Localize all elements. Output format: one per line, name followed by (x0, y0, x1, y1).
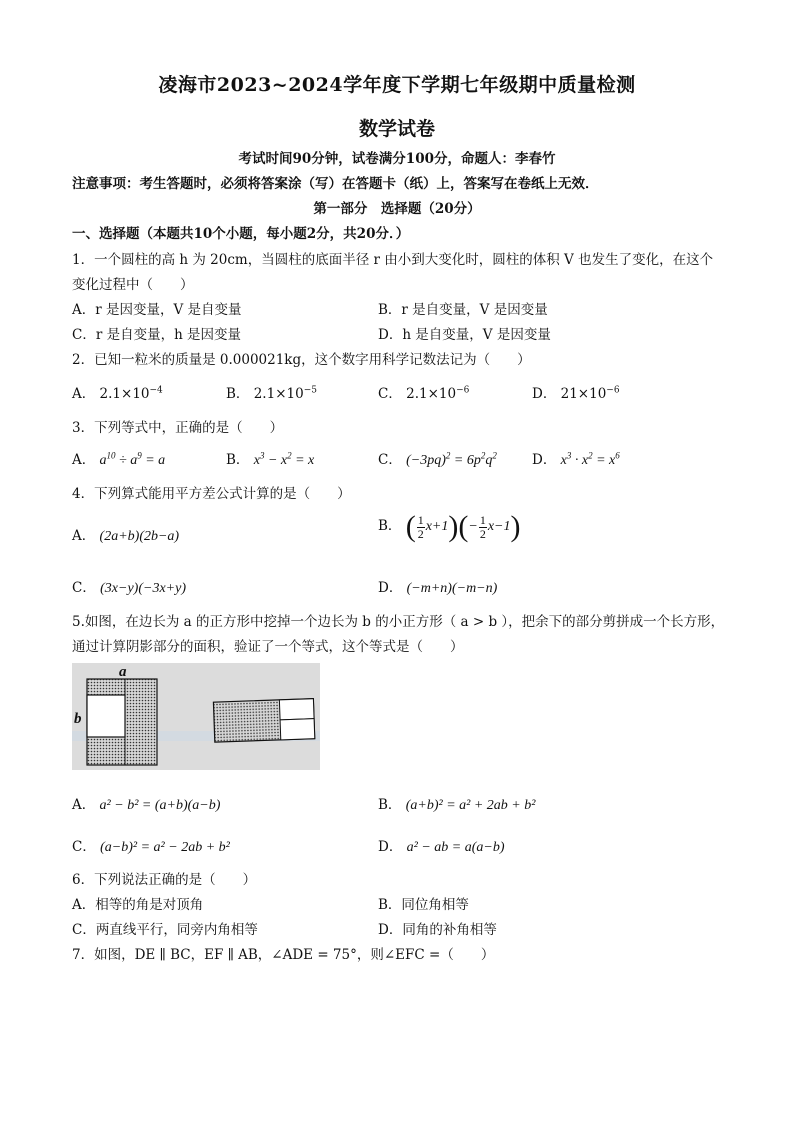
option-value: (−m+n)(−m−n) (406, 581, 498, 596)
q3-stem: 3．下列等式中，正确的是（ ） (72, 420, 284, 436)
rectangle-part-top (279, 699, 314, 720)
q3-option-c: C． $(-3pq)^2 = 6p^2q^2$ (378, 450, 497, 468)
rectangle-part-bottom (280, 719, 315, 740)
q5-option-a (72, 793, 220, 814)
option-label: C． (378, 386, 402, 402)
option-exponent: −5 (303, 385, 317, 396)
q5-figure (72, 663, 320, 770)
option-value: (a+b)² = a² + 2ab + b² (405, 798, 536, 813)
exam-info: 考试时间90分钟，试卷满分100分，命题人：李春竹 (238, 151, 556, 167)
q1-option-c: C．r 是自变量，h 是因变量 (72, 327, 242, 343)
option-label: A． (72, 452, 96, 468)
q3-option-d: D． $x^3 \cdot x^2 = x^6$ (532, 450, 620, 468)
q6-option-d: D．同角的补角相等 (378, 922, 497, 938)
option-label: D． (532, 386, 557, 402)
q4-option-d (378, 576, 497, 597)
q6-option-a: A．相等的角是对顶角 (72, 897, 204, 913)
option-label: B． (226, 386, 250, 402)
part-title: 第一部分 选择题（20分） (313, 201, 481, 217)
option-label: C． (72, 580, 96, 596)
q1-option-d: D．h 是自变量，V 是因变量 (378, 327, 551, 343)
option-value: 2.1×10 (406, 386, 457, 402)
option-value: (a−b)² = a² − 2ab + b² (100, 840, 230, 855)
option-label: B． (378, 797, 402, 813)
option-value: 21×10 (560, 386, 607, 402)
q5-option-b (378, 793, 535, 814)
q5-stem-line1: 5.如图，在边长为 a 的正方形中挖掉一个边长为 b 的小正方形（ a > b ），把余下的部分剪拼成一个长方形， (72, 614, 725, 630)
q6-option-c: C．两直线平行，同旁内角相等 (72, 922, 258, 938)
q2-option-d (532, 382, 620, 402)
q1-option-a: A．r 是因变量，V 是自变量 (72, 302, 242, 318)
q2-option-c (378, 382, 469, 402)
q6-option-b: B．同位角相等 (378, 897, 469, 913)
q4-option-a (72, 524, 179, 545)
figure-label-b: b (74, 711, 82, 727)
option-label: A． (72, 528, 96, 544)
q5-stem-line2: 通过计算阴影部分的面积，验证了一个等式，这个等式是（ ） (72, 639, 464, 655)
option-label: B． (378, 518, 402, 535)
option-value: 2.1×10 (253, 386, 304, 402)
option-value: (2a+b)(2b−a) (99, 529, 180, 544)
option-value: a² − b² = (a+b)(a−b) (99, 798, 221, 813)
option-label: D． (378, 839, 403, 855)
q2-option-b (226, 382, 317, 402)
option-label: C． (72, 839, 96, 855)
option-label: A． (72, 386, 96, 402)
option-label: D． (532, 452, 557, 468)
q7-stem: 7．如图，DE ∥ BC，EF ∥ AB，∠ADE = 75°，则∠EFC =（ ） (72, 947, 495, 963)
option-label: A． (72, 797, 96, 813)
option-exponent: −4 (149, 385, 163, 396)
q1-stem-line1: 1．一个圆柱的高 h 为 20cm，当圆柱的底面半径 r 由小到大变化时，圆柱的体积 V 也发生了变化，在这个 (72, 252, 714, 268)
option-label: D． (378, 580, 403, 596)
q4-option-b: B． ( $\frac{1}{2}$ x+1)(− $\frac{1}{2}$ x−1) (378, 510, 521, 543)
notice: 注意事项：考生答题时，必须将答案涂（写）在答题卡（纸）上，答案写在卷纸上无效． (72, 176, 599, 192)
q4-stem: 4．下列算式能用平方差公式计算的是（ ） (72, 486, 351, 502)
figure-label-a: a (119, 664, 127, 680)
q3-option-a: A． $a^{10} \div a^9 = a$ (72, 450, 166, 468)
q2-option-a (72, 382, 163, 402)
q6-stem: 6．下列说法正确的是（ ） (72, 872, 257, 888)
exam-subtitle: 数学试卷 (358, 118, 435, 140)
rearranged-rectangle (213, 699, 314, 742)
option-label: C． (378, 452, 402, 468)
option-label: B． (226, 452, 250, 468)
q4-option-c (72, 576, 186, 597)
exam-title: 凌海市2023~2024学年度下学期七年级期中质量检测 (158, 74, 636, 96)
q1-option-b: B．r 是自变量，V 是因变量 (378, 302, 548, 318)
section-title: 一、选择题（本题共10个小题，每小题2分，共20分．） (72, 226, 410, 242)
option-value: 2.1×10 (99, 386, 150, 402)
q1-stem-line2: 变化过程中（ ） (72, 277, 194, 293)
option-value: a² − ab = a(a−b) (406, 840, 505, 855)
q5-option-c (72, 835, 230, 856)
option-exponent: −6 (456, 385, 470, 396)
q5-option-d (378, 835, 505, 856)
removed-small-square (87, 695, 125, 737)
q3-option-b: B． $x^3 - x^2 = x$ (226, 450, 315, 468)
q2-stem: 2．已知一粒米的质量是 0.000021kg，这个数字用科学记数法记为（ ） (72, 352, 531, 368)
option-exponent: −6 (606, 385, 620, 396)
option-value: (3x−y)(−3x+y) (100, 581, 186, 596)
